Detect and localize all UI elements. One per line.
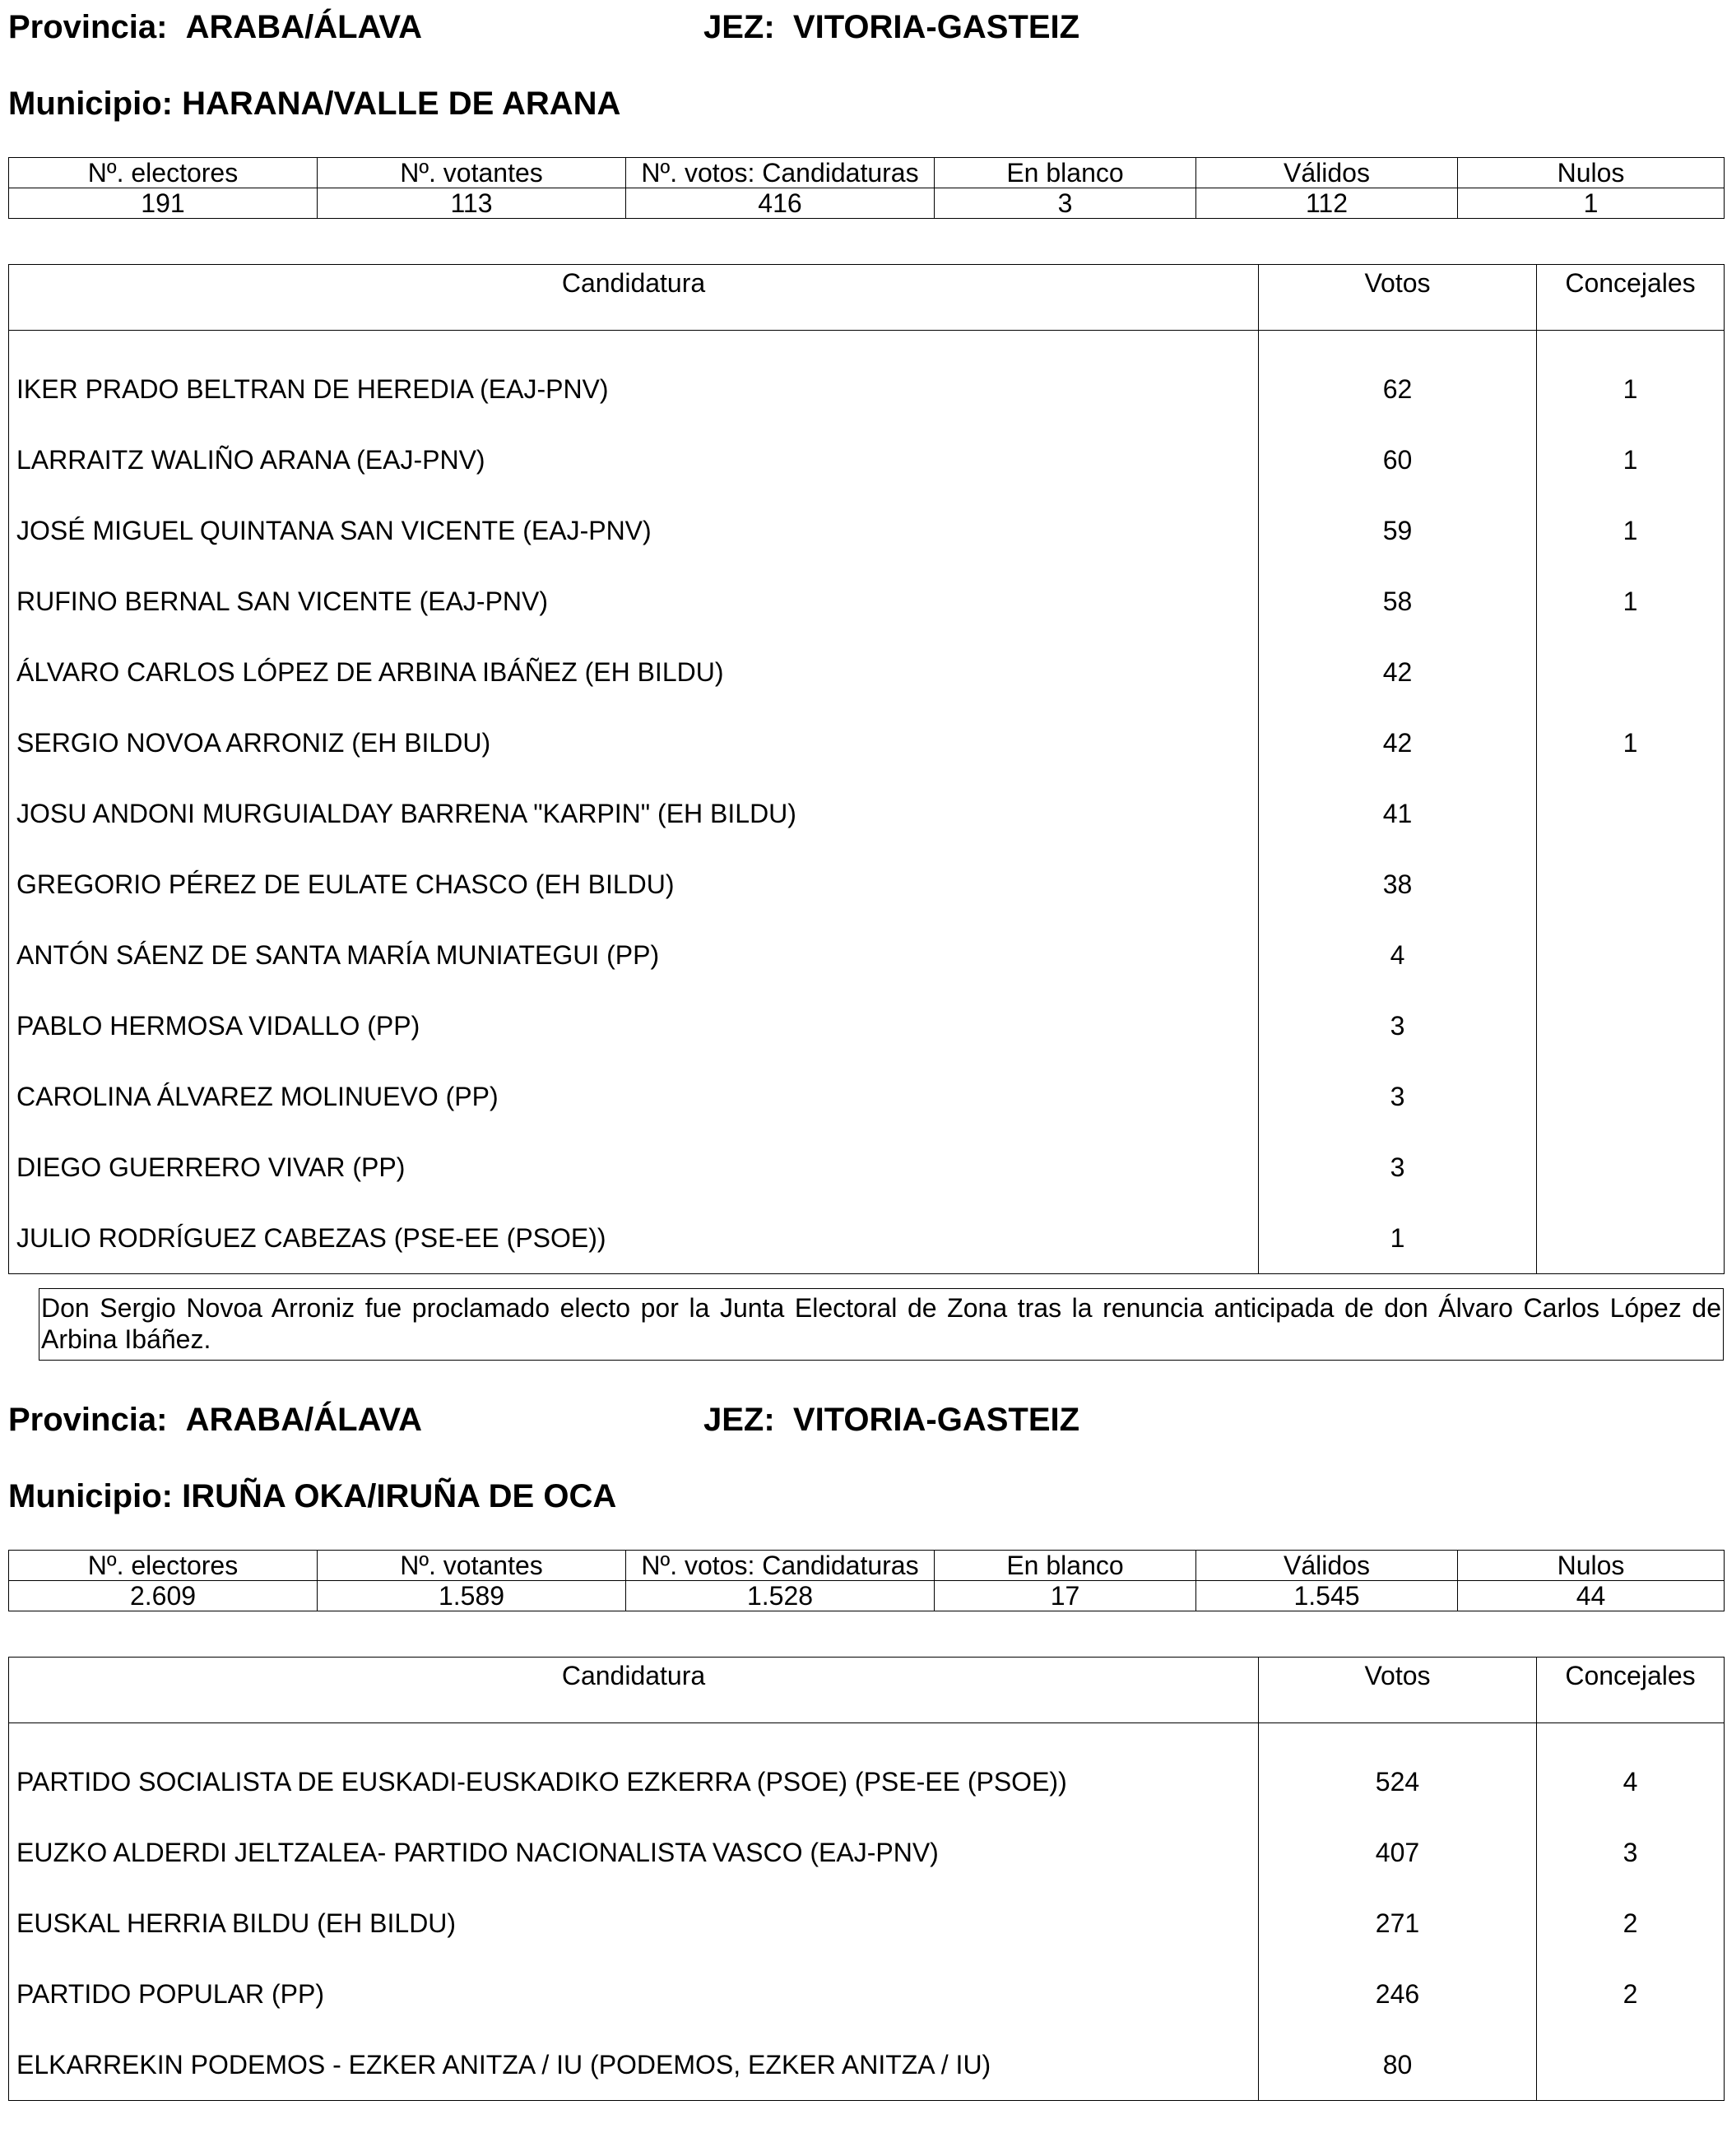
table-row	[9, 849, 1725, 920]
summary-header: Nº. votos: Candidaturas	[626, 1551, 935, 1581]
summary-header: Nº. votantes	[318, 1551, 626, 1581]
provincia-line	[8, 9, 1080, 45]
candidate-votes: 58	[1259, 566, 1537, 637]
jez-value: VITORIA-GASTEIZ	[792, 1402, 1080, 1438]
candidate-name: PARTIDO SOCIALISTA DE EUSKADI-EUSKADIKO EZKERRA (PSOE) (PSE-EE (PSOE))	[9, 1746, 1259, 1817]
table-row	[9, 1817, 1725, 1888]
summary-header: Nº. electores	[9, 158, 318, 188]
candidate-votes: 80	[1259, 2029, 1537, 2101]
spacer-row	[9, 331, 1725, 355]
candidate-name: CAROLINA ÁLVAREZ MOLINUEVO (PP)	[9, 1061, 1259, 1132]
table-row	[9, 990, 1725, 1061]
candidate-seats: 3	[1537, 1817, 1725, 1888]
results-header-row	[9, 1658, 1725, 1723]
summary-header-row	[9, 158, 1725, 188]
provincia-label: Provincia:	[8, 9, 168, 45]
candidate-seats: 2	[1537, 1888, 1725, 1959]
candidate-votes: 42	[1259, 637, 1537, 707]
candidate-name: EUSKAL HERRIA BILDU (EH BILDU)	[9, 1888, 1259, 1959]
table-row	[9, 1888, 1725, 1959]
summary-table	[8, 1550, 1725, 1611]
candidate-votes: 62	[1259, 354, 1537, 424]
candidate-seats	[1537, 990, 1725, 1061]
candidate-name: SERGIO NOVOA ARRONIZ (EH BILDU)	[9, 707, 1259, 778]
candidate-seats: 1	[1537, 424, 1725, 495]
candidate-votes: 42	[1259, 707, 1537, 778]
col-header-candidatura: Candidatura	[9, 1658, 1259, 1723]
col-header-votos: Votos	[1259, 1658, 1537, 1723]
summary-value-row	[9, 1581, 1725, 1611]
candidate-votes: 4	[1259, 920, 1537, 990]
candidate-seats	[1537, 637, 1725, 707]
jez-line	[703, 1403, 1079, 1436]
candidate-name: JOSÉ MIGUEL QUINTANA SAN VICENTE (EAJ-PNV)	[9, 495, 1259, 566]
candidate-votes: 246	[1259, 1959, 1537, 2029]
candidate-votes: 38	[1259, 849, 1537, 920]
candidate-seats	[1537, 1203, 1725, 1274]
table-row	[9, 1061, 1725, 1132]
summary-value: 1.589	[318, 1581, 626, 1611]
candidate-name: PARTIDO POPULAR (PP)	[9, 1959, 1259, 2029]
jez-line	[703, 11, 1079, 44]
candidate-name: ELKARREKIN PODEMOS - EZKER ANITZA / IU (PODEMOS, EZKER ANITZA / IU)	[9, 2029, 1259, 2101]
summary-value: 44	[1458, 1581, 1725, 1611]
candidate-name: RUFINO BERNAL SAN VICENTE (EAJ-PNV)	[9, 566, 1259, 637]
candidate-votes: 59	[1259, 495, 1537, 566]
summary-value: 2.609	[9, 1581, 318, 1611]
candidate-seats	[1537, 920, 1725, 990]
summary-header-row	[9, 1551, 1725, 1581]
summary-header: Nº. electores	[9, 1551, 318, 1581]
summary-header: Nº. votos: Candidaturas	[626, 158, 935, 188]
col-header-votos: Votos	[1259, 265, 1537, 331]
results-header-row	[9, 265, 1725, 331]
summary-header: Válidos	[1196, 1551, 1458, 1581]
summary-value: 191	[9, 188, 318, 219]
summary-value: 3	[935, 188, 1196, 219]
candidate-seats: 1	[1537, 707, 1725, 778]
candidate-seats: 2	[1537, 1959, 1725, 2029]
summary-table	[8, 157, 1725, 219]
summary-value: 1.545	[1196, 1581, 1458, 1611]
candidate-name: ANTÓN SÁENZ DE SANTA MARÍA MUNIATEGUI (PP)	[9, 920, 1259, 990]
jez-label: JEZ:	[703, 1402, 775, 1438]
candidate-name: IKER PRADO BELTRAN DE HEREDIA (EAJ-PNV)	[9, 354, 1259, 424]
provincia-label: Provincia:	[8, 1402, 168, 1438]
results-table	[8, 264, 1725, 1274]
candidate-votes: 41	[1259, 778, 1537, 849]
table-row	[9, 637, 1725, 707]
candidate-seats	[1537, 2029, 1725, 2101]
candidate-votes: 407	[1259, 1817, 1537, 1888]
col-header-concejales: Concejales	[1537, 1658, 1725, 1723]
col-header-concejales: Concejales	[1537, 265, 1725, 331]
summary-header: Nulos	[1458, 158, 1725, 188]
candidate-seats	[1537, 778, 1725, 849]
municipio-label: Municipio:	[8, 1478, 173, 1514]
table-row	[9, 1203, 1725, 1274]
summary-header: En blanco	[935, 1551, 1196, 1581]
municipio-line	[8, 1480, 616, 1513]
summary-value: 1.528	[626, 1581, 935, 1611]
candidate-votes: 3	[1259, 1061, 1537, 1132]
municipio-value: IRUÑA OKA/IRUÑA DE OCA	[182, 1478, 617, 1514]
provincia-line	[8, 1402, 1080, 1438]
candidate-votes: 524	[1259, 1746, 1537, 1817]
table-row	[9, 1959, 1725, 2029]
table-row	[9, 566, 1725, 637]
jez-label: JEZ:	[703, 9, 775, 45]
candidate-seats: 1	[1537, 495, 1725, 566]
candidate-seats: 4	[1537, 1746, 1725, 1817]
jez-value: VITORIA-GASTEIZ	[792, 9, 1080, 45]
table-row	[9, 1746, 1725, 1817]
candidate-name: JOSU ANDONI MURGUIALDAY BARRENA "KARPIN" (EH BILDU)	[9, 778, 1259, 849]
candidate-name: PABLO HERMOSA VIDALLO (PP)	[9, 990, 1259, 1061]
candidate-votes: 3	[1259, 1132, 1537, 1203]
summary-header: Nº. votantes	[318, 158, 626, 188]
municipio-line	[8, 87, 620, 120]
col-header-candidatura: Candidatura	[9, 265, 1259, 331]
summary-header: Válidos	[1196, 158, 1458, 188]
provincia-value: ARABA/ÁLAVA	[185, 1402, 423, 1438]
candidate-votes: 60	[1259, 424, 1537, 495]
table-row	[9, 2029, 1725, 2101]
summary-value: 1	[1458, 188, 1725, 219]
summary-value: 17	[935, 1581, 1196, 1611]
table-row	[9, 424, 1725, 495]
summary-value: 416	[626, 188, 935, 219]
proclamation-note: Don Sergio Novoa Arroniz fue proclamado electo por la Junta Electoral de Zona tras la renuncia anticipada de don Álvaro Carlos López de Arbina Ibáñez.	[39, 1288, 1724, 1361]
municipio-value: HARANA/VALLE DE ARANA	[182, 86, 621, 122]
candidate-name: JULIO RODRÍGUEZ CABEZAS (PSE-EE (PSOE))	[9, 1203, 1259, 1274]
candidate-seats	[1537, 1061, 1725, 1132]
summary-value: 112	[1196, 188, 1458, 219]
summary-value: 113	[318, 188, 626, 219]
candidate-votes: 1	[1259, 1203, 1537, 1274]
summary-header: En blanco	[935, 158, 1196, 188]
table-row	[9, 920, 1725, 990]
candidate-name: LARRAITZ WALIÑO ARANA (EAJ-PNV)	[9, 424, 1259, 495]
candidate-name: GREGORIO PÉREZ DE EULATE CHASCO (EH BILDU)	[9, 849, 1259, 920]
candidate-seats: 1	[1537, 566, 1725, 637]
candidate-seats	[1537, 849, 1725, 920]
candidate-seats: 1	[1537, 354, 1725, 424]
candidate-seats	[1537, 1132, 1725, 1203]
spacer-row	[9, 1723, 1725, 1747]
table-row	[9, 495, 1725, 566]
candidate-votes: 3	[1259, 990, 1537, 1061]
provincia-value: ARABA/ÁLAVA	[185, 9, 423, 45]
summary-header: Nulos	[1458, 1551, 1725, 1581]
summary-value-row	[9, 188, 1725, 219]
results-table	[8, 1657, 1725, 2101]
candidate-name: ÁLVARO CARLOS LÓPEZ DE ARBINA IBÁÑEZ (EH BILDU)	[9, 637, 1259, 707]
municipio-label: Municipio:	[8, 86, 173, 122]
table-row	[9, 707, 1725, 778]
candidate-name: DIEGO GUERRERO VIVAR (PP)	[9, 1132, 1259, 1203]
table-row	[9, 1132, 1725, 1203]
candidate-name: EUZKO ALDERDI JELTZALEA- PARTIDO NACIONALISTA VASCO (EAJ-PNV)	[9, 1817, 1259, 1888]
table-row	[9, 354, 1725, 424]
table-row	[9, 778, 1725, 849]
candidate-votes: 271	[1259, 1888, 1537, 1959]
